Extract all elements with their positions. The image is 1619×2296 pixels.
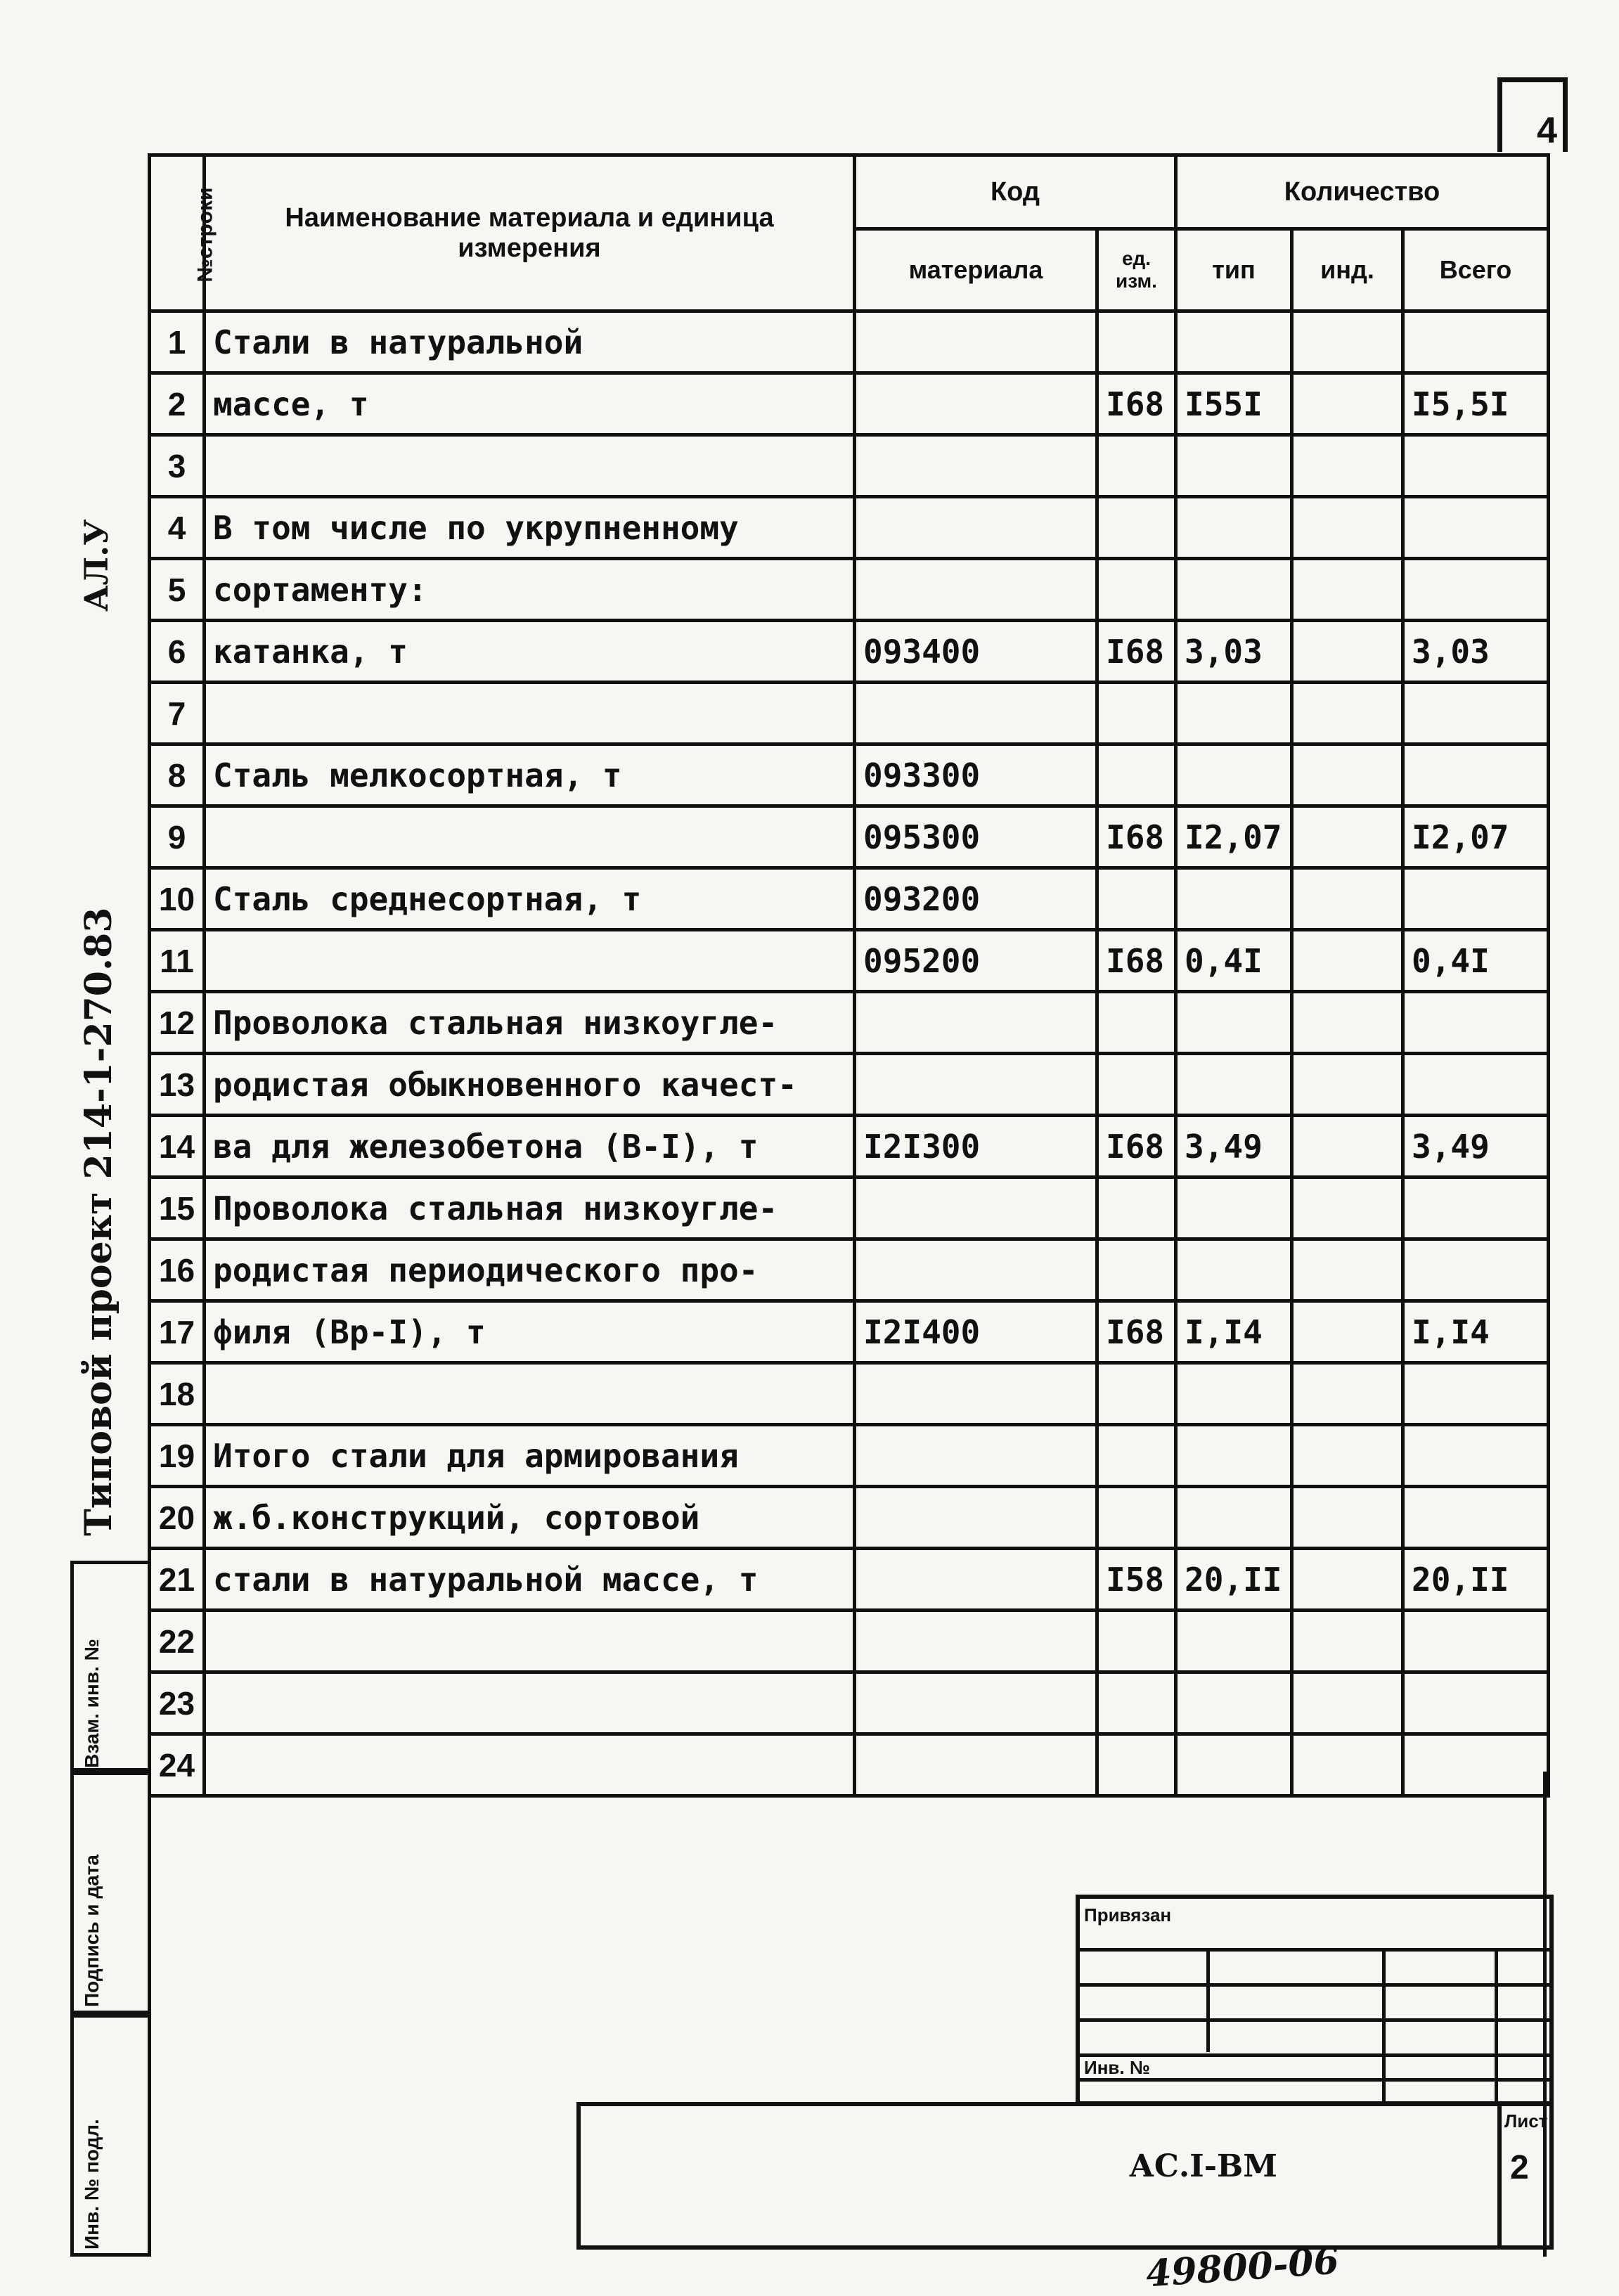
material-name-cell: родистая периодического про-: [205, 1239, 855, 1301]
row-number-cell: 14: [150, 1116, 205, 1178]
qty-typ-cell: [1176, 1425, 1292, 1487]
qty-ind-cell: [1292, 1054, 1403, 1116]
stamp-inv-label: Инв. №: [1084, 2057, 1150, 2078]
row-number-cell: 19: [150, 1425, 205, 1487]
table-row: [150, 992, 1549, 1054]
table-row: [150, 435, 1549, 497]
table-row: [150, 1178, 1549, 1239]
qty-ind-cell: [1292, 621, 1403, 683]
name-header: Наименование материала и единица измерения: [205, 155, 855, 311]
code-header: Код: [855, 155, 1176, 229]
qty-typ-cell: I2,07: [1176, 806, 1292, 868]
qty-ind-cell: [1292, 1487, 1403, 1549]
material-name-cell: ва для железобетона (В-I), т: [205, 1116, 855, 1178]
material-code-cell: [855, 311, 1097, 373]
document-code: АС.I-ВМ: [1129, 2148, 1277, 2184]
unit-code-cell: I68: [1097, 621, 1176, 683]
qty-typ-cell: [1176, 992, 1292, 1054]
qty-typ-cell: 0,4I: [1176, 930, 1292, 992]
qty-ind-cell: [1292, 744, 1403, 806]
table-row: [150, 930, 1549, 992]
qty-ind-cell: [1292, 497, 1403, 559]
row-number-cell: 18: [150, 1363, 205, 1425]
qty-ind-cell: [1292, 1116, 1403, 1178]
material-name-cell: [205, 930, 855, 992]
material-code-cell: I2I400: [855, 1301, 1097, 1363]
qty-total-cell: [1403, 1611, 1549, 1672]
stamp-divider: [1080, 2078, 1549, 2082]
material-code-cell: [855, 992, 1097, 1054]
table-row: [150, 1116, 1549, 1178]
row-number-cell: 13: [150, 1054, 205, 1116]
unit-code-cell: [1097, 497, 1176, 559]
table-row: [150, 1239, 1549, 1301]
row-number-cell: 21: [150, 1549, 205, 1611]
row-number-cell: 24: [150, 1734, 205, 1796]
title-block: [576, 2102, 1554, 2250]
qty-ind-cell: [1292, 1549, 1403, 1611]
material-code-cell: [855, 1239, 1097, 1301]
table-row: [150, 744, 1549, 806]
qty-typ-cell: [1176, 868, 1292, 930]
qty-ind-cell: [1292, 1672, 1403, 1734]
unit-code-cell: [1097, 744, 1176, 806]
qty-typ-cell: [1176, 559, 1292, 621]
unit-code-cell: [1097, 868, 1176, 930]
table-row: [150, 1549, 1549, 1611]
material-name-cell: катанка, т: [205, 621, 855, 683]
material-name-cell: массе, т: [205, 373, 855, 435]
table-row: [150, 806, 1549, 868]
qty-ind-cell: [1292, 1425, 1403, 1487]
material-name-cell: В том числе по укрупненному: [205, 497, 855, 559]
qty-total-cell: [1403, 992, 1549, 1054]
row-number-cell: 3: [150, 435, 205, 497]
materials-table-body: [150, 311, 1549, 1796]
qty-ind-cell: [1292, 806, 1403, 868]
material-code-cell: [855, 1487, 1097, 1549]
table-row: [150, 497, 1549, 559]
row-number-cell: 16: [150, 1239, 205, 1301]
unit-code-cell: I68: [1097, 806, 1176, 868]
row-number-cell: 22: [150, 1611, 205, 1672]
material-name-cell: [205, 683, 855, 744]
qty-total-cell: [1403, 1239, 1549, 1301]
sign-date-box: [70, 1772, 151, 2014]
qty-ind-cell: [1292, 930, 1403, 992]
unit-code-cell: [1097, 992, 1176, 1054]
material-name-cell: [205, 1363, 855, 1425]
unit-code-cell: [1097, 1672, 1176, 1734]
unit-code-cell: [1097, 1363, 1176, 1425]
row-number-cell: 7: [150, 683, 205, 744]
qty-total-cell: [1403, 559, 1549, 621]
row-number-cell: 1: [150, 311, 205, 373]
table-row: [150, 1425, 1549, 1487]
qty-total-cell: I,I4: [1403, 1301, 1549, 1363]
table-row: [150, 373, 1549, 435]
materials-table: [148, 153, 1550, 1798]
qty-typ-cell: [1176, 1363, 1292, 1425]
qty-typ-cell: [1176, 1611, 1292, 1672]
qty-ind-cell: [1292, 435, 1403, 497]
qty-total-cell: [1403, 435, 1549, 497]
qty-total-cell: [1403, 1487, 1549, 1549]
qty-total-cell: I2,07: [1403, 806, 1549, 868]
row-number-header: [150, 155, 217, 311]
qty-total-cell: [1403, 1363, 1549, 1425]
project-label: Типовой проект 214-1-270.83: [77, 907, 120, 1536]
table-row: [150, 1363, 1549, 1425]
qty-ind-cell: [1292, 1178, 1403, 1239]
unit-code-cell: [1097, 311, 1176, 373]
qty-total-cell: [1403, 311, 1549, 373]
qty-ind-cell: [1292, 1301, 1403, 1363]
linked-label: Привязан: [1084, 1904, 1172, 1926]
material-name-cell: Стали в натуральной: [205, 311, 855, 373]
qty-typ-cell: 3,49: [1176, 1116, 1292, 1178]
material-name-cell: [205, 806, 855, 868]
qty-ind-cell: [1292, 559, 1403, 621]
stamp-divider: [1080, 1983, 1549, 1987]
qty-total-cell: 0,4I: [1403, 930, 1549, 992]
qty-total-cell: [1403, 868, 1549, 930]
qty-ind-cell: [1292, 373, 1403, 435]
row-number-cell: 15: [150, 1178, 205, 1239]
material-name-cell: Сталь среднесортная, т: [205, 868, 855, 930]
typ-header: тип: [1176, 229, 1292, 311]
qty-total-cell: [1403, 497, 1549, 559]
qty-typ-cell: [1176, 311, 1292, 373]
material-code-cell: [855, 1054, 1097, 1116]
stamp-divider-v: [1382, 1948, 1386, 2101]
material-code-header: материала: [855, 229, 1097, 311]
quantity-header: Количество: [1176, 155, 1549, 229]
table-row: [150, 868, 1549, 930]
material-name-cell: Итого стали для армирования: [205, 1425, 855, 1487]
material-name-cell: [205, 435, 855, 497]
qty-total-cell: 3,49: [1403, 1116, 1549, 1178]
qty-ind-cell: [1292, 1611, 1403, 1672]
material-code-cell: [855, 1178, 1097, 1239]
qty-typ-cell: I,I4: [1176, 1301, 1292, 1363]
handwritten-number: 49800-06: [1144, 2239, 1341, 2296]
qty-ind-cell: [1292, 992, 1403, 1054]
qty-total-cell: I5,5I: [1403, 373, 1549, 435]
inv-no-label: Инв. № подл.: [81, 2119, 103, 2250]
ref-no-box: [70, 1561, 151, 1772]
row-number-cell: 8: [150, 744, 205, 806]
qty-typ-cell: [1176, 497, 1292, 559]
unit-code-cell: [1097, 435, 1176, 497]
unit-code-cell: [1097, 1054, 1176, 1116]
row-number-cell: 20: [150, 1487, 205, 1549]
qty-total-cell: [1403, 1425, 1549, 1487]
table-row: [150, 1611, 1549, 1672]
unit-code-cell: I58: [1097, 1549, 1176, 1611]
stamp-divider-v: [1206, 1948, 1210, 2052]
qty-ind-cell: [1292, 311, 1403, 373]
qty-typ-cell: [1176, 744, 1292, 806]
unit-header: ед. изм.: [1097, 229, 1176, 311]
material-code-cell: 095200: [855, 930, 1097, 992]
qty-typ-cell: [1176, 1672, 1292, 1734]
sheet-label: Лист: [1504, 2110, 1548, 2131]
material-name-cell: ж.б.конструкций, сортовой: [205, 1487, 855, 1549]
row-number-cell: 12: [150, 992, 205, 1054]
qty-typ-cell: I55I: [1176, 373, 1292, 435]
sheet-box: [1497, 2102, 1554, 2250]
unit-code-cell: I68: [1097, 1301, 1176, 1363]
unit-code-cell: [1097, 1178, 1176, 1239]
qty-total-cell: 3,03: [1403, 621, 1549, 683]
table-row: [150, 559, 1549, 621]
material-name-cell: Проволока стальная низкоугле-: [205, 992, 855, 1054]
material-name-cell: Проволока стальная низкоугле-: [205, 1178, 855, 1239]
row-number-cell: 4: [150, 497, 205, 559]
material-code-cell: [855, 1672, 1097, 1734]
qty-total-cell: [1403, 1054, 1549, 1116]
material-name-cell: стали в натуральной массе, т: [205, 1549, 855, 1611]
qty-ind-cell: [1292, 1363, 1403, 1425]
material-name-cell: [205, 1611, 855, 1672]
material-code-cell: [855, 435, 1097, 497]
material-code-cell: [855, 559, 1097, 621]
qty-typ-cell: 20,II: [1176, 1549, 1292, 1611]
row-number-cell: 9: [150, 806, 205, 868]
material-name-cell: филя (Вр-I), т: [205, 1301, 855, 1363]
material-name-cell: [205, 1672, 855, 1734]
inv-no-box: [70, 2014, 151, 2257]
qty-typ-cell: 3,03: [1176, 621, 1292, 683]
stamp-divider: [1080, 1948, 1549, 1952]
table-row: [150, 1054, 1549, 1116]
material-code-cell: [855, 683, 1097, 744]
unit-code-cell: I68: [1097, 1116, 1176, 1178]
row-number-cell: 10: [150, 868, 205, 930]
total-header: Всего: [1403, 229, 1549, 311]
qty-typ-cell: [1176, 1487, 1292, 1549]
table-row: [150, 1301, 1549, 1363]
table-row: [150, 311, 1549, 373]
qty-ind-cell: [1292, 868, 1403, 930]
ind-header: инд.: [1292, 229, 1403, 311]
unit-code-cell: [1097, 1239, 1176, 1301]
row-number-header-text: №строки: [193, 187, 217, 283]
row-number-cell: 11: [150, 930, 205, 992]
material-code-cell: 095300: [855, 806, 1097, 868]
stamp-divider: [1080, 2053, 1549, 2057]
unit-code-cell: [1097, 1487, 1176, 1549]
material-name-cell: Сталь мелкосортная, т: [205, 744, 855, 806]
table-row: [150, 621, 1549, 683]
stamp-divider: [1080, 2018, 1549, 2022]
page-number: [1497, 77, 1568, 152]
qty-typ-cell: [1176, 435, 1292, 497]
table-row: [150, 1487, 1549, 1549]
qty-total-cell: [1403, 683, 1549, 744]
row-number-cell: 17: [150, 1301, 205, 1363]
unit-code-cell: [1097, 683, 1176, 744]
unit-code-cell: [1097, 559, 1176, 621]
material-code-cell: I2I300: [855, 1116, 1097, 1178]
material-code-cell: [855, 1611, 1097, 1672]
material-code-cell: [855, 1363, 1097, 1425]
unit-code-cell: [1097, 1425, 1176, 1487]
material-code-cell: 093300: [855, 744, 1097, 806]
sign-date-label: Подпись и дата: [81, 1855, 103, 2007]
qty-ind-cell: [1292, 1239, 1403, 1301]
qty-typ-cell: [1176, 683, 1292, 744]
qty-typ-cell: [1176, 1054, 1292, 1116]
row-number-cell: 2: [150, 373, 205, 435]
page-number-text: 4: [1537, 110, 1557, 151]
series-label: АЛ.У: [77, 519, 115, 612]
material-code-cell: [855, 1425, 1097, 1487]
row-number-cell: 6: [150, 621, 205, 683]
qty-total-cell: [1403, 1672, 1549, 1734]
qty-total-cell: [1403, 1178, 1549, 1239]
ref-no-label: Взам. инв. №: [81, 1639, 103, 1768]
approval-stamp: [1076, 1895, 1554, 2105]
material-code-cell: 093400: [855, 621, 1097, 683]
table-row: [150, 683, 1549, 744]
table-row: [150, 1672, 1549, 1734]
qty-total-cell: 20,II: [1403, 1549, 1549, 1611]
material-name-cell: родистая обыкновенного качест-: [205, 1054, 855, 1116]
material-code-cell: [855, 497, 1097, 559]
unit-code-cell: I68: [1097, 373, 1176, 435]
material-name-cell: сортаменту:: [205, 559, 855, 621]
material-code-cell: [855, 373, 1097, 435]
row-number-cell: 23: [150, 1672, 205, 1734]
qty-typ-cell: [1176, 1239, 1292, 1301]
sheet-number: 2: [1510, 2149, 1529, 2186]
qty-ind-cell: [1292, 683, 1403, 744]
stamp-divider-v: [1495, 1948, 1498, 2101]
qty-total-cell: [1403, 744, 1549, 806]
unit-code-cell: [1097, 1611, 1176, 1672]
material-code-cell: [855, 1549, 1097, 1611]
unit-code-cell: I68: [1097, 930, 1176, 992]
row-number-cell: 5: [150, 559, 205, 621]
qty-typ-cell: [1176, 1178, 1292, 1239]
material-code-cell: 093200: [855, 868, 1097, 930]
